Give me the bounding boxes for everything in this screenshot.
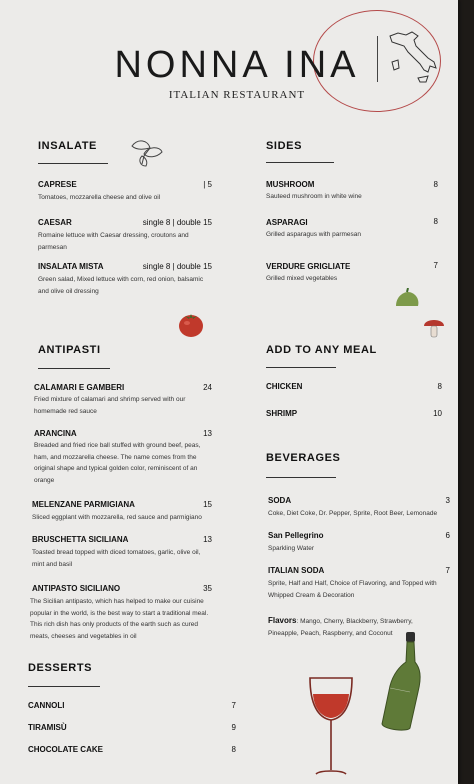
restaurant-name: NONNA INA <box>114 44 360 86</box>
menu-item-desc: Breaded and fried rice ball stuffed with ground beef, peas, ham, and mozzarella cheese. The name comes from the original shape and typical golden color, reminiscent of an orange <box>34 442 201 484</box>
section-title-insalate: INSALATE <box>38 140 97 152</box>
restaurant-subtitle: ITALIAN RESTAURANT <box>168 89 306 101</box>
section-title-beverages: BEVERAGES <box>266 452 341 464</box>
menu-item-price: 6 <box>445 531 450 540</box>
menu-item-name: SHRIMP <box>266 409 298 418</box>
menu-item-desc: Green salad, Mixed lettuce with corn, red onion, balsamic and olive oil dressing <box>38 276 204 295</box>
section-title-sides: SIDES <box>266 140 303 152</box>
menu-item-price: 7 <box>231 701 236 710</box>
menu-item-price: 13 <box>203 429 212 438</box>
wine-glass-icon <box>306 674 356 780</box>
menu-item-price: 10 <box>433 409 442 418</box>
menu-item-desc: Grilled mixed vegetables <box>266 275 338 282</box>
menu-item-name: INSALATA MISTA <box>38 262 104 271</box>
flavors-label: Flavors <box>268 616 297 625</box>
menu-item-price: 3 <box>445 496 450 505</box>
section-rule <box>38 163 108 164</box>
section-rule <box>266 477 336 478</box>
menu-item-price: 8 <box>433 180 438 189</box>
menu-item-name: ASPARAGI <box>266 218 308 227</box>
section-rule <box>28 686 100 687</box>
menu-item-name: TIRAMISÙ <box>28 723 67 732</box>
menu-item-name: San Pellegrino <box>268 531 324 540</box>
section-title-desserts: DESSERTS <box>28 662 93 674</box>
menu-item-desc: Coke, Diet Coke, Dr. Pepper, Sprite, Root Beer, Lemonade <box>268 510 438 517</box>
menu-item-desc: Toasted bread topped with diced tomatoes, garlic, olive oil, mint and basil <box>32 549 201 568</box>
menu-item-price: 7 <box>433 261 438 270</box>
mushroom-icon <box>422 316 446 340</box>
menu-item-name: CALAMARI E GAMBERI <box>34 383 125 392</box>
menu-item-name: MELENZANE PARMIGIANA <box>32 500 135 509</box>
section-rule <box>266 367 336 368</box>
flavors-list: : Mango, Cherry, Blackberry, Strawberry, Pineapple, Peach, Raspberry, and Coconut <box>268 618 413 637</box>
menu-item-price: 35 <box>203 584 212 593</box>
basil-leaf-icon <box>128 136 166 168</box>
menu-item-name: CHOCOLATE CAKE <box>28 745 103 754</box>
menu-item-price: single 8 | double 15 <box>142 262 212 271</box>
menu-item-name: CANNOLI <box>28 701 65 710</box>
menu-item-desc: Sauteed mushroom in white wine <box>266 193 362 200</box>
menu-item-name: VERDURE GRIGLIATE <box>266 262 351 271</box>
menu-item-desc: Sparkling Water <box>268 545 314 552</box>
menu-item-name: CHICKEN <box>266 382 303 391</box>
menu-item-desc: Romaine lettuce with Caesar dressing, croutons and parmesan <box>38 232 189 251</box>
section-title-antipasti: ANTIPASTI <box>38 344 101 356</box>
menu-item-desc: Sprite, Half and Half, Choice of Flavoring, and Topped with Whipped Cream & Decoration <box>268 580 437 599</box>
menu-item-desc: Tomatoes, mozzarella cheese and olive oil <box>38 194 161 201</box>
menu-item-price: 8 <box>433 217 438 226</box>
menu-item-price: | 5 <box>203 180 212 189</box>
menu-item-price: 13 <box>203 535 212 544</box>
menu-item-name: CAPRESE <box>38 180 77 189</box>
menu-item-price: 9 <box>231 723 236 732</box>
menu-item-price: 7 <box>445 566 450 575</box>
menu-item-price: 15 <box>203 500 212 509</box>
section-rule <box>266 162 334 163</box>
menu-item-name: BRUSCHETTA SICILIANA <box>32 535 129 544</box>
wine-bottle-icon <box>378 632 424 732</box>
section-rule <box>38 368 110 369</box>
tomato-icon <box>176 310 206 338</box>
menu-item-price: 8 <box>437 382 442 391</box>
menu-item-name: MUSHROOM <box>266 180 315 189</box>
menu-item-name: SODA <box>268 496 292 505</box>
menu-item-price: 8 <box>231 745 236 754</box>
menu-item-name: CAESAR <box>38 218 72 227</box>
menu-item-desc: Sliced eggplant with mozzarella, red sauce and parmigiano <box>32 514 202 521</box>
menu-item-name: ITALIAN SODA <box>268 566 325 575</box>
menu-item-name: ANTIPASTO SICILIANO <box>32 584 121 593</box>
menu-item-name: ARANCINA <box>34 429 77 438</box>
menu-item-price: single 8 | double 15 <box>142 218 212 227</box>
menu-item-desc: The Sicilian antipasto, which has helped to make our cuisine popular in the world, is the best way to start a traditional meal. This rich dish has only products of the earth such as cured meats, cheeses and vegetables in oil <box>30 598 209 640</box>
section-title-add-to-meal: ADD TO ANY MEAL <box>266 344 377 356</box>
green-pepper-icon <box>394 288 422 310</box>
menu-item-desc: Grilled asparagus with parmesan <box>266 231 362 238</box>
menu-item-price: 24 <box>203 383 212 392</box>
menu-item-desc: Fried mixture of calamari and shrimp served with our homemade red sauce <box>34 396 186 415</box>
